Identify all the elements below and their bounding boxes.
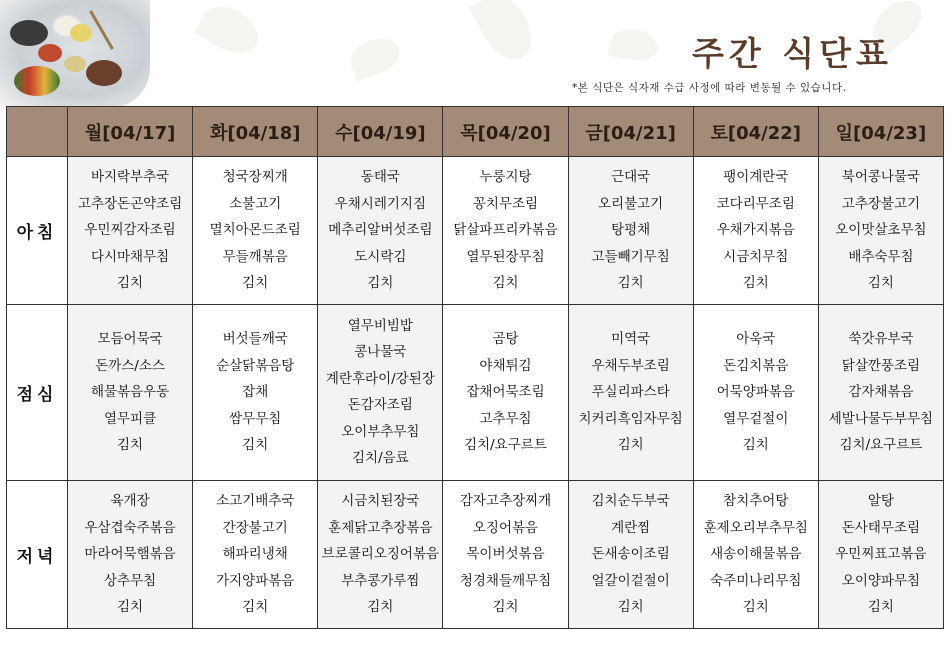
- menu-cell: [443, 157, 568, 305]
- menu-item: 돈김치볶음: [723, 357, 789, 374]
- meal-label: 아침: [7, 157, 68, 305]
- menu-notice: *본 식단은 식자재 수급 사정에 따라 변동될 수 있습니다.: [572, 82, 847, 94]
- menu-item: 우채시레기지짐: [334, 195, 426, 212]
- menu-item: 계란후라이/강된장: [325, 370, 435, 387]
- menu-item: 근대국: [611, 169, 651, 186]
- menu-item: 돈감자조림: [347, 397, 413, 414]
- day-header: 화[04/18]: [193, 107, 318, 157]
- menu-item: 감자고추장찌개: [459, 493, 552, 510]
- menu-item: 청국장찌개: [222, 169, 288, 186]
- menu-item: 김치: [742, 599, 769, 616]
- menu-item: 우삼겹숙주볶음: [84, 519, 176, 536]
- dish-icon: [70, 24, 92, 42]
- menu-item: 마라어묵햄볶음: [84, 546, 176, 563]
- menu-cell: [443, 481, 568, 629]
- menu-cell: [68, 304, 193, 481]
- menu-item: 김치/음료: [351, 450, 409, 467]
- menu-item: 동태국: [360, 169, 400, 186]
- menu-item: 청경채들깨무침: [459, 572, 552, 589]
- menu-item: 김치: [867, 599, 894, 616]
- menu-item: 어묵양파볶음: [716, 384, 795, 401]
- menu-cell: [193, 481, 318, 629]
- menu-item: 김치: [117, 599, 144, 616]
- day-header: 수[04/19]: [318, 107, 443, 157]
- menu-item: 해파리냉채: [222, 546, 288, 563]
- menu-item: 북어콩나물국: [841, 169, 921, 186]
- menu-cell: [193, 157, 318, 305]
- menu-item: 김치: [742, 437, 769, 454]
- menu-item: 곰탕: [492, 331, 519, 348]
- background-leaf: [468, 0, 541, 68]
- menu-item: 잡채: [242, 384, 269, 401]
- menu-item: 참치추어탕: [723, 493, 789, 510]
- meal-label: 점심: [7, 304, 68, 481]
- meal-row: [7, 304, 944, 481]
- background-leaf: [608, 26, 660, 64]
- menu-cell: [693, 157, 818, 305]
- dish-icon: [86, 60, 122, 86]
- menu-item: 소불고기: [229, 195, 282, 212]
- menu-item: 열무비빔밥: [347, 317, 413, 334]
- menu-item: 메추리알버섯조림: [328, 222, 433, 239]
- menu-item: 김치: [242, 599, 269, 616]
- menu-item: 오이맛살초무침: [835, 222, 927, 239]
- menu-item: 버섯들깨국: [222, 331, 288, 348]
- dish-icon: [10, 20, 48, 46]
- menu-item: 훈제오리부추무침: [703, 519, 808, 536]
- menu-item: 누룽지탕: [479, 169, 532, 186]
- menu-item: 멸치아몬드조림: [209, 222, 301, 239]
- menu-item: 야채튀김: [479, 357, 532, 374]
- menu-cell: [318, 304, 443, 481]
- menu-item: 간장불고기: [222, 519, 288, 536]
- menu-item: 김치: [367, 599, 394, 616]
- day-header: 일[04/23]: [818, 107, 943, 157]
- meal-label: 저녁: [7, 481, 68, 629]
- menu-cell: [693, 481, 818, 629]
- menu-item: 고추장불고기: [841, 195, 921, 212]
- menu-item: 열무된장무침: [466, 248, 545, 265]
- menu-item: 시금치된장국: [341, 493, 420, 510]
- menu-cell: [443, 304, 568, 481]
- page-title: 주간 식단표: [692, 34, 893, 73]
- menu-item: 돈까스/소스: [95, 357, 165, 374]
- menu-item: 소고기배추국: [216, 493, 295, 510]
- header-corner: [7, 107, 68, 157]
- menu-item: 얼갈이겉절이: [591, 572, 670, 589]
- meal-row: [7, 481, 944, 629]
- menu-item: 팽이계란국: [723, 169, 789, 186]
- dish-icon: [64, 56, 86, 72]
- menu-item: 계란찜: [611, 519, 651, 536]
- menu-item: 다시마채무침: [90, 248, 170, 265]
- menu-item: 고추장돈곤약조림: [77, 195, 183, 212]
- menu-cell: [818, 304, 943, 481]
- menu-cell: [68, 157, 193, 305]
- menu-item: 열무피클: [103, 410, 157, 427]
- menu-item: 김치: [117, 437, 144, 454]
- menu-item: 목이버섯볶음: [466, 546, 545, 563]
- menu-item: 김치: [492, 275, 519, 292]
- menu-item: 알탕: [867, 493, 894, 510]
- menu-cell: [193, 304, 318, 481]
- menu-item: 바지락부추국: [90, 169, 170, 186]
- weekly-menu-table: [6, 106, 944, 629]
- day-header: 금[04/21]: [568, 107, 693, 157]
- day-header: 월[04/17]: [68, 107, 193, 157]
- menu-item: 꽁치무조림: [472, 195, 539, 212]
- menu-item: 가지양파볶음: [216, 572, 295, 589]
- menu-item: 우민찌표고볶음: [835, 546, 927, 563]
- menu-item: 훈제닭고추장볶음: [328, 519, 433, 536]
- menu-item: 고들빼기무침: [591, 248, 670, 265]
- menu-item: 김치: [867, 275, 894, 292]
- menu-item: 잡채어묵조림: [466, 384, 545, 401]
- menu-item: 돈새송이조림: [591, 546, 670, 563]
- menu-cell: [818, 481, 943, 629]
- chopsticks-icon: [89, 10, 114, 50]
- menu-item: 해물볶음우동: [90, 384, 170, 401]
- menu-item: 고추무침: [479, 410, 532, 427]
- food-photo: [0, 0, 150, 108]
- menu-item: 모듬어묵국: [97, 331, 163, 348]
- menu-item: 김치: [617, 275, 644, 292]
- menu-item: 부추콩가루찜: [341, 572, 420, 589]
- menu-item: 숙주미나리무침: [710, 572, 802, 589]
- dish-icon: [38, 44, 62, 62]
- dish-icon: [14, 66, 60, 96]
- background-leaf: [194, 0, 266, 62]
- menu-cell: [818, 157, 943, 305]
- menu-item: 김치: [742, 275, 769, 292]
- meal-row: [7, 157, 944, 305]
- menu-item: 세발나물두부무침: [828, 410, 934, 427]
- menu-item: 오징어볶음: [472, 519, 539, 536]
- day-header-row: [7, 107, 944, 157]
- menu-item: 쑥갓유부국: [848, 331, 914, 348]
- menu-item: 돈사태무조림: [841, 519, 921, 536]
- menu-item: 우채가지볶음: [716, 222, 795, 239]
- menu-item: 김치: [242, 437, 269, 454]
- menu-item: 육개장: [110, 493, 150, 510]
- menu-item: 오리불고기: [598, 195, 664, 212]
- menu-item: 김치: [492, 599, 519, 616]
- background-leaf: [346, 32, 405, 81]
- menu-item: 새송이해물볶음: [710, 546, 802, 563]
- menu-item: 김치: [617, 599, 644, 616]
- menu-cell: [318, 157, 443, 305]
- menu-item: 오이양파무침: [841, 572, 921, 589]
- menu-item: 우민찌감자조림: [84, 222, 176, 239]
- menu-item: 무들깨볶음: [222, 248, 288, 265]
- menu-item: 시금치무침: [723, 248, 789, 265]
- menu-cell: [568, 481, 693, 629]
- menu-cell: [318, 481, 443, 629]
- menu-item: 쌈무무침: [229, 410, 282, 427]
- menu-cell: [68, 481, 193, 629]
- menu-item: 김치: [242, 275, 269, 292]
- menu-item: 감자채볶음: [848, 384, 914, 401]
- menu-item: 코다리무조림: [716, 195, 795, 212]
- menu-item: 닭살깐풍조림: [841, 357, 921, 374]
- menu-item: 닭살파프리카볶음: [453, 222, 558, 239]
- menu-item: 콩나물국: [354, 344, 407, 361]
- menu-item: 도시락김: [354, 248, 407, 265]
- menu-item: 탕평채: [611, 222, 651, 239]
- menu-item: 푸실리파스타: [591, 384, 670, 401]
- menu-item: 김치순두부국: [591, 493, 670, 510]
- menu-item: 김치: [367, 275, 394, 292]
- menu-item: 열무겉절이: [723, 410, 789, 427]
- day-header: 목[04/20]: [443, 107, 568, 157]
- menu-item: 배추숙무침: [848, 248, 914, 265]
- menu-item: 순살닭볶음탕: [216, 357, 295, 374]
- menu-cell: [568, 304, 693, 481]
- day-header: 토[04/22]: [693, 107, 818, 157]
- menu-cell: [693, 304, 818, 481]
- menu-item: 김치: [117, 275, 144, 292]
- menu-item: 김치/요구르트: [464, 437, 547, 454]
- menu-item: 아욱국: [736, 331, 776, 348]
- menu-cell: [568, 157, 693, 305]
- menu-item: 상추무침: [103, 572, 157, 589]
- menu-item: 치커리흑임자무침: [578, 410, 683, 427]
- menu-item: 김치: [617, 437, 644, 454]
- menu-item: 김치/요구르트: [839, 437, 923, 454]
- menu-item: 우채두부조림: [591, 357, 670, 374]
- menu-item: 오이부추무침: [341, 423, 420, 440]
- menu-item: 브로콜리오징어볶음: [321, 546, 440, 563]
- menu-item: 미역국: [611, 331, 651, 348]
